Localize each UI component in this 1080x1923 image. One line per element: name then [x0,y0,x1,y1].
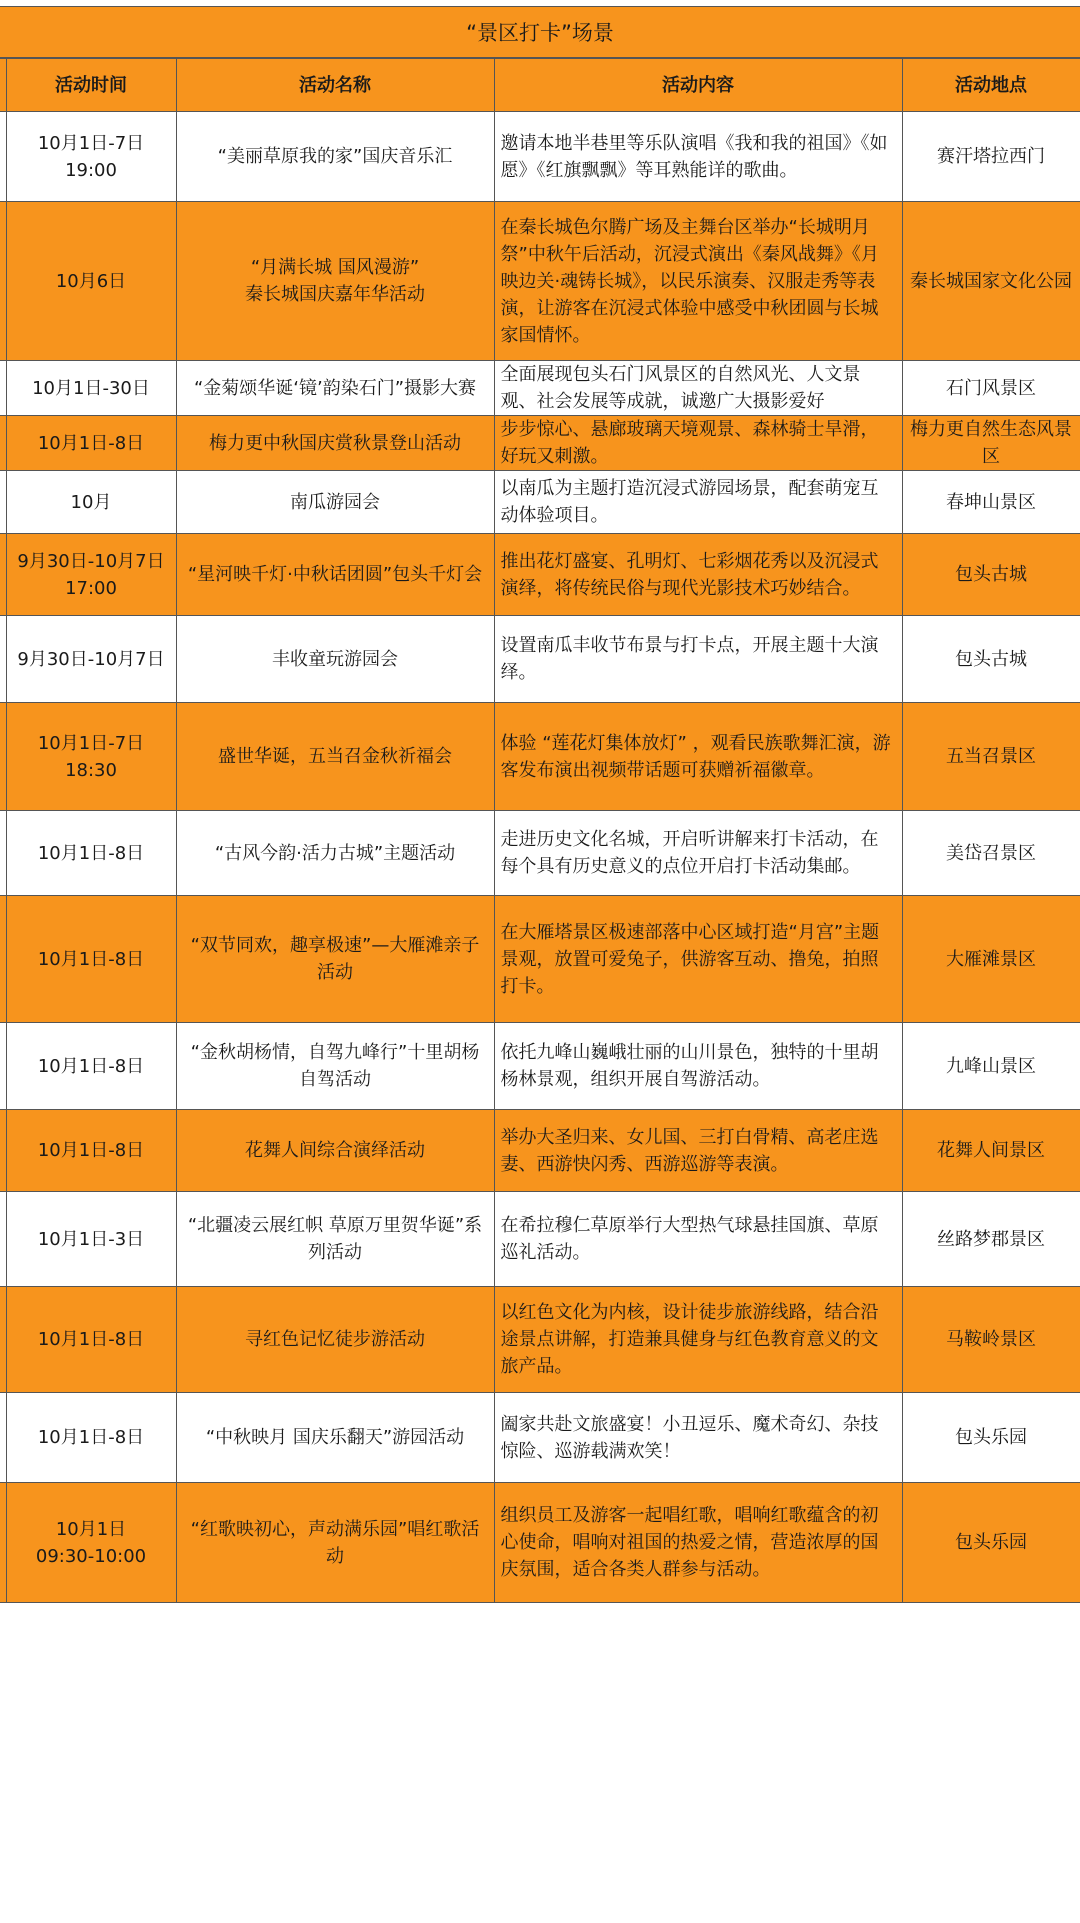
table-row [0,1287,1080,1393]
cell-name: “星河映千灯·中秋话团圆”包头千灯会 [176,534,494,616]
table-row [0,471,1080,534]
cell-time: 10月1日-8日 [6,1287,176,1393]
cell-desc: 走进历史文化名城，开启听讲解来打卡活动，在每个具有历史意义的点位开启打卡活动集邮。 [494,811,902,896]
cell-desc: 在希拉穆仁草原举行大型热气球悬挂国旗、草原巡礼活动。 [494,1192,902,1287]
header-location: 活动地点 [902,59,1080,112]
header-row [0,59,1080,112]
table-row [0,811,1080,896]
activity-table [0,58,1080,1603]
cell-location: 包头乐园 [902,1483,1080,1603]
cell-time: 10月1日 09:30-10:00 [6,1483,176,1603]
cell-time: 10月1日-8日 [6,811,176,896]
cell-desc: 举办大圣归来、女儿国、三打白骨精、高老庄选妻、西游快闪秀、西游巡游等表演。 [494,1110,902,1192]
cell-time: 10月6日 [6,202,176,361]
table-row [0,416,1080,471]
cell-desc: 设置南瓜丰收节布景与打卡点，开展主题十大演绎。 [494,616,902,703]
cell-name: “美丽草原我的家”国庆音乐汇 [176,112,494,202]
cell-name: “金菊颂华诞‘镜’韵染石门”摄影大赛 [176,361,494,416]
cell-desc: 组织员工及游客一起唱红歌，唱响红歌蕴含的初心使命，唱响对祖国的热爱之情，营造浓厚的国庆氛围，适合各类人群参与活动。 [494,1483,902,1603]
table-row [0,1110,1080,1192]
cell-name: “北疆凌云展红帜 草原万里贺华诞”系列活动 [176,1192,494,1287]
cell-desc: 在大雁塔景区极速部落中心区域打造“月宫”主题景观，放置可爱兔子，供游客互动、撸兔，拍照打卡。 [494,896,902,1023]
cell-location: 石门风景区 [902,361,1080,416]
table-row [0,112,1080,202]
cell-desc: 推出花灯盛宴、孔明灯、七彩烟花秀以及沉浸式演绎，将传统民俗与现代光影技术巧妙结合。 [494,534,902,616]
cell-name: “双节同欢，趣享极速”—大雁滩亲子活动 [176,896,494,1023]
cell-name: “金秋胡杨情，自驾九峰行”十里胡杨自驾活动 [176,1023,494,1110]
cell-time: 10月1日-8日 [6,1110,176,1192]
cell-name: 寻红色记忆徒步游活动 [176,1287,494,1393]
cell-name: 花舞人间综合演绎活动 [176,1110,494,1192]
cell-name: “中秋映月 国庆乐翻天”游园活动 [176,1393,494,1483]
cell-location: 大雁滩景区 [902,896,1080,1023]
table-row [0,1483,1080,1603]
table-body [0,112,1080,1603]
header-desc: 活动内容 [494,59,902,112]
cell-desc: 以红色文化为内核，设计徒步旅游线路，结合沿途景点讲解，打造兼具健身与红色教育意义的文旅产品。 [494,1287,902,1393]
cell-location: 包头乐园 [902,1393,1080,1483]
table-row [0,1192,1080,1287]
cell-time: 10月1日-8日 [6,896,176,1023]
cell-name: 梅力更中秋国庆赏秋景登山活动 [176,416,494,471]
cell-time: 10月1日-8日 [6,1393,176,1483]
cell-location: 春坤山景区 [902,471,1080,534]
cell-time: 10月 [6,471,176,534]
cell-desc: 在秦长城色尔腾广场及主舞台区举办“长城明月祭”中秋午后活动，沉浸式演出《秦风战舞》《月映边关·魂铸长城》，以民乐演奏、汉服走秀等表演，让游客在沉浸式体验中感受中秋团圆与长城家国情怀。 [494,202,902,361]
table-row [0,896,1080,1023]
table-row [0,703,1080,811]
cell-name: “红歌映初心，声动满乐园”唱红歌活动 [176,1483,494,1603]
cell-location: 梅力更自然生态风景区 [902,416,1080,471]
cell-desc: 邀请本地半巷里等乐队演唱《我和我的祖国》《如愿》《红旗飘飘》等耳熟能详的歌曲。 [494,112,902,202]
cell-name: “月满长城 国风漫游” 秦长城国庆嘉年华活动 [176,202,494,361]
cell-location: 美岱召景区 [902,811,1080,896]
cell-time: 10月1日-7日 18:30 [6,703,176,811]
header-name: 活动名称 [176,59,494,112]
cell-name: “古风今韵·活力古城”主题活动 [176,811,494,896]
cell-desc: 以南瓜为主题打造沉浸式游园场景，配套萌宠互动体验项目。 [494,471,902,534]
table-row [0,202,1080,361]
top-strip [0,0,1080,7]
cell-time: 9月30日-10月7日 [6,616,176,703]
cell-desc: 全面展现包头石门风景区的自然风光、人文景观、社会发展等成就，诚邀广大摄影爱好 [494,361,902,416]
cell-desc: 依托九峰山巍峨壮丽的山川景色，独特的十里胡杨林景观，组织开展自驾游活动。 [494,1023,902,1110]
table-row [0,534,1080,616]
cell-location: 包头古城 [902,534,1080,616]
cell-location: 丝路梦郡景区 [902,1192,1080,1287]
cell-time: 10月1日-8日 [6,416,176,471]
cell-time: 10月1日-30日 [6,361,176,416]
cell-time: 10月1日-7日 19:00 [6,112,176,202]
table-row [0,616,1080,703]
cell-desc: 阖家共赴文旅盛宴！小丑逗乐、魔术奇幻、杂技惊险、巡游载满欢笑！ [494,1393,902,1483]
cell-location: 包头古城 [902,616,1080,703]
cell-time: 10月1日-8日 [6,1023,176,1110]
cell-desc: 步步惊心、悬廊玻璃天境观景、森林骑士旱滑，好玩又刺激。 [494,416,902,471]
table-row [0,361,1080,416]
cell-location: 秦长城国家文化公园 [902,202,1080,361]
cell-desc: 体验 “莲花灯集体放灯” ，观看民族歌舞汇演，游客发布演出视频带话题可获赠祈福徽章。 [494,703,902,811]
cell-time: 10月1日-3日 [6,1192,176,1287]
cell-location: 九峰山景区 [902,1023,1080,1110]
cell-name: 南瓜游园会 [176,471,494,534]
cell-location: 五当召景区 [902,703,1080,811]
header-time: 活动时间 [6,59,176,112]
cell-name: 盛世华诞，五当召金秋祈福会 [176,703,494,811]
cell-location: 花舞人间景区 [902,1110,1080,1192]
cell-location: 赛汗塔拉西门 [902,112,1080,202]
table-row [0,1393,1080,1483]
table-row [0,1023,1080,1110]
cell-location: 马鞍岭景区 [902,1287,1080,1393]
table-title: “景区打卡”场景 [0,7,1080,58]
cell-name: 丰收童玩游园会 [176,616,494,703]
cell-time: 9月30日-10月7日 17:00 [6,534,176,616]
